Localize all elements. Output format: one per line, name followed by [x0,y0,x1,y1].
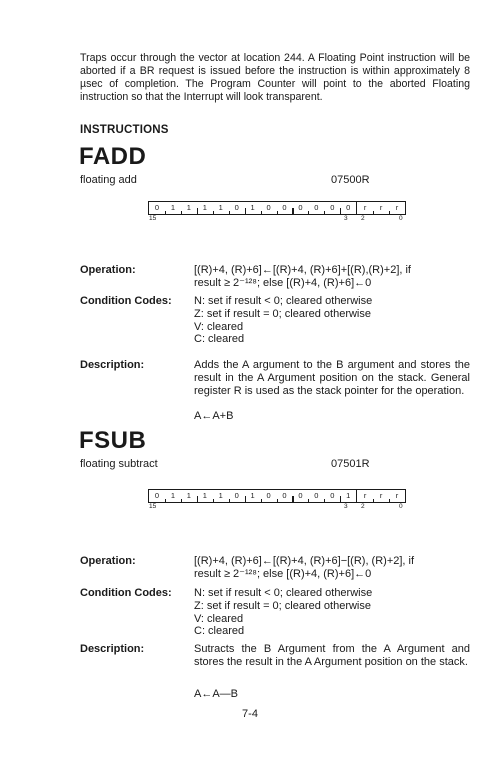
bit-cell: 0 [308,202,324,214]
operation-line: result ≥ 2⁻¹²⁸; else [(R)+4, (R)+6]←0 [194,567,372,580]
fadd-operation-label: Operation: [80,264,136,276]
intro-paragraph: Traps occur through the vector at location 244. A Floating Point instruction will be aborted if a BR request is issued before the instruction is within approximately 8 µsec of completion. The Program Counter will point to the aborted Floating instruction so that the Interrupt will look transparent. [80,52,470,103]
fsub-formula: A←A—B [194,688,239,700]
bit-cell: r [373,490,389,502]
page-number: 7-4 [242,708,258,720]
bit-cell: 1 [245,202,261,214]
condition-code-c: C: cleared [194,333,245,346]
bit-cell: r [373,202,389,214]
fadd-bit-numbers [148,215,406,223]
condition-code-v: V: cleared [194,320,244,333]
fadd-description-label: Description: [80,359,145,371]
operation-line: [(R)+4, (R)+6]←[(R)+4, (R)+6]−[(R), (R)+2], if [194,555,415,567]
bit-cell: 0 [154,491,160,500]
bit-cell: 1 [213,490,229,502]
fadd-mnemonic: FADD [79,143,147,170]
bit-number-15: 15 [149,215,157,222]
fsub-opcode: 07501R [331,458,370,470]
fsub-description: Sutracts the B Argument from the A Argument and stores the result in the A Argument position on the stack. [194,643,470,668]
fadd-opcode: 07500R [331,174,370,186]
condition-code-z: Z: set if result = 0; cleared otherwise [194,307,371,320]
bit-cell: 0 [324,490,340,502]
fadd-name: floating add [80,174,137,186]
bit-cell: 0 [324,202,340,214]
bit-cell: 1 [245,490,261,502]
condition-code-z: Z: set if result = 0; cleared otherwise [194,599,371,612]
bit-cell: 0 [308,490,324,502]
bit-cell: 0 [154,203,160,212]
fsub-bit-diagram [148,489,406,510]
condition-code-c: C: cleared [194,625,245,638]
fadd-formula: A←A+B [194,410,234,422]
bit-cell: 1 [181,490,197,502]
operation-line: [(R)+4, (R)+6]←[(R)+4, (R)+6]+[(R),(R)+2], if [194,264,411,276]
bit-cell: 0 [292,202,308,214]
fsub-bit-numbers [148,503,406,511]
bit-cell: 0 [229,202,245,214]
bit-number-2: 2 [361,215,365,222]
bit-cell: r [389,202,405,214]
fadd-bit-diagram [148,201,406,222]
fadd-description: Adds the A argument to the B argument and stores the result in the A Argument position on the stack. General register R is used as the stack pointer for the operation. [194,359,470,397]
fsub-bit-cells [148,489,406,503]
bit-cell: 0 [261,202,277,214]
bit-cell: 1 [197,202,213,214]
fadd-condition-codes-label: Condition Codes: [80,295,172,307]
operation-line: result ≥ 2⁻¹²⁸; else [(R)+4, (R)+6]←0 [194,276,372,289]
bit-cell: 1 [340,490,356,502]
bit-cell: r [356,490,373,502]
bit-cell: 1 [165,202,181,214]
bit-cell: 0 [277,490,293,502]
bit-number-3: 3 [344,503,348,510]
bit-number-0: 0 [399,503,403,510]
bit-number-0: 0 [399,215,403,222]
bit-cell: 1 [197,490,213,502]
bit-cell: 0 [261,490,277,502]
bit-number-3: 3 [344,215,348,222]
condition-code-n: N: set if result < 0; cleared otherwise [194,295,373,307]
bit-number-2: 2 [361,503,365,510]
fsub-operation-label: Operation: [80,555,136,567]
bit-cell: 0 [229,490,245,502]
bit-cell: 0 [292,490,308,502]
condition-code-v: V: cleared [194,612,244,625]
section-heading: INSTRUCTIONS [80,124,169,136]
bit-cell: r [356,202,373,214]
bit-cell: 0 [277,202,293,214]
fsub-condition-codes-label: Condition Codes: [80,587,172,599]
fsub-operation [194,555,470,581]
condition-code-n: N: set if result < 0; cleared otherwise [194,587,373,599]
bit-number-15: 15 [149,503,157,510]
fadd-bit-cells [148,201,406,215]
fsub-description-label: Description: [80,643,145,655]
fsub-condition-codes [194,587,470,638]
bit-cell: 0 [340,202,356,214]
fsub-mnemonic: FSUB [79,427,147,454]
fsub-name: floating subtract [80,458,158,470]
bit-cell: 1 [181,202,197,214]
fadd-operation [194,264,470,290]
bit-cell: r [389,490,405,502]
bit-cell: 1 [165,490,181,502]
fadd-condition-codes [194,295,470,346]
bit-cell: 1 [213,202,229,214]
